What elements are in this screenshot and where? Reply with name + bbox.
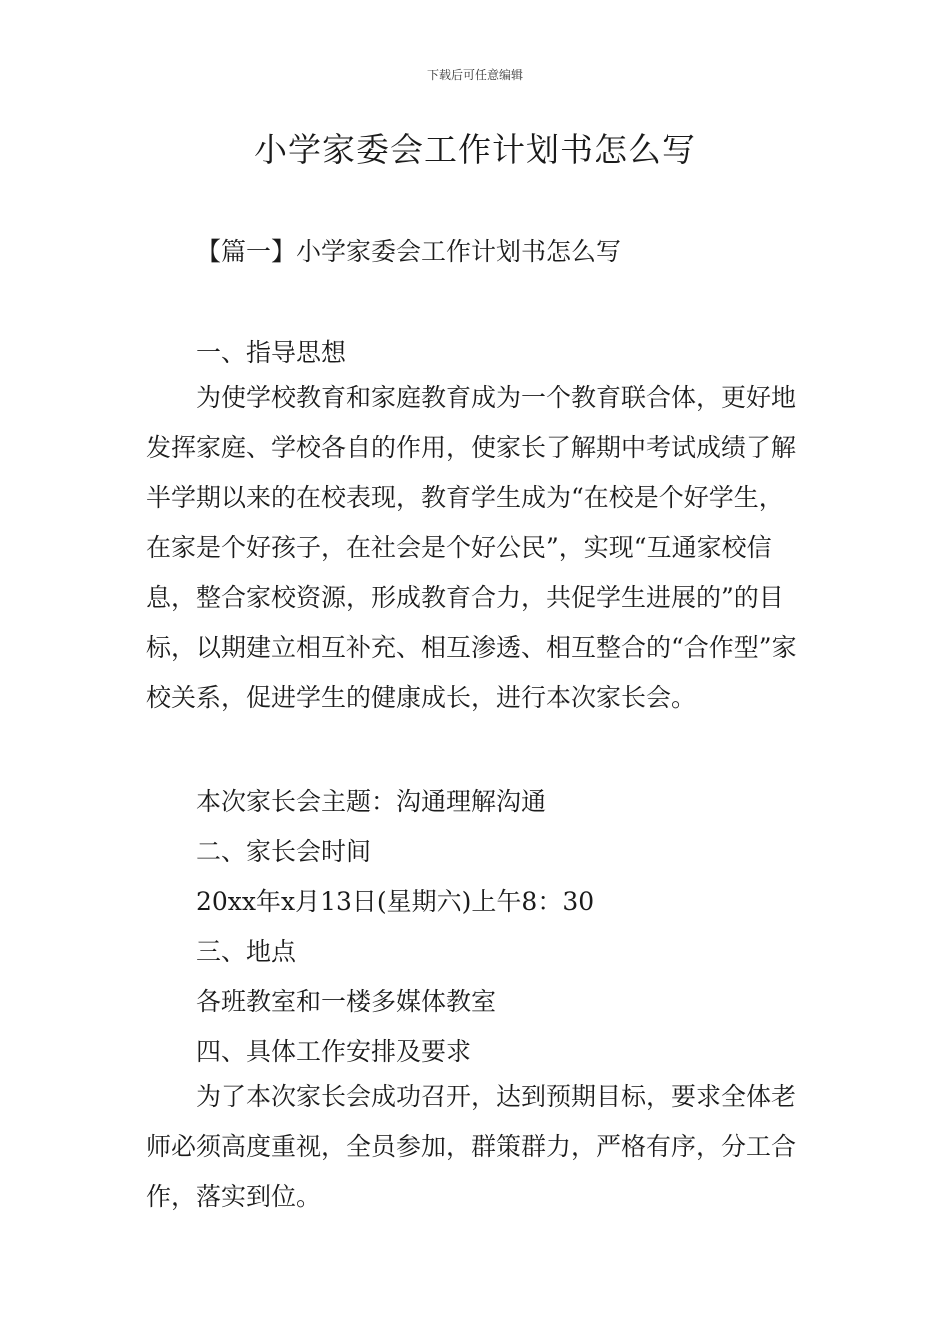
- document-title: 小学家委会工作计划书怎么写: [254, 130, 696, 169]
- meeting-time: 20xx年x月13日(星期六)上午8：30: [196, 887, 595, 916]
- heading-guiding-thought: 一、指导思想: [196, 338, 347, 367]
- heading-meeting-time: 二、家长会时间: [196, 837, 372, 866]
- meeting-location: 各班教室和一楼多媒体教室: [196, 987, 497, 1016]
- meeting-theme: 本次家长会主题：沟通理解沟通: [196, 787, 547, 816]
- heading-location: 三、地点: [196, 937, 297, 966]
- paragraph-guiding-thought: 为使学校教育和家庭教育成为一个教育联合体，更好地发挥家庭、学校各自的作用，使家长了解期中考试成绩了解半学期以来的在校表现，教育学生成为“在校是个好学生，在家是个好孩子，在社会是个好公民”，实现“互通家校信息，整合家校资源，形成教育合力，共促学生进展的”的目标，以期建立相互补充、相互渗透、相互整合的“合作型”家校关系，促进学生的健康成长，进行本次家长会。: [146, 383, 797, 712]
- section-heading: 【篇一】小学家委会工作计划书怎么写: [196, 237, 622, 266]
- heading-work-arrangement: 四、具体工作安排及要求: [196, 1037, 472, 1066]
- paragraph-work-arrangement: 为了本次家长会成功召开，达到预期目标，要求全体老师必须高度重视，全员参加，群策群力，严格有序，分工合作，落实到位。: [146, 1082, 797, 1211]
- header-watermark: 下载后可任意编辑: [426, 68, 523, 82]
